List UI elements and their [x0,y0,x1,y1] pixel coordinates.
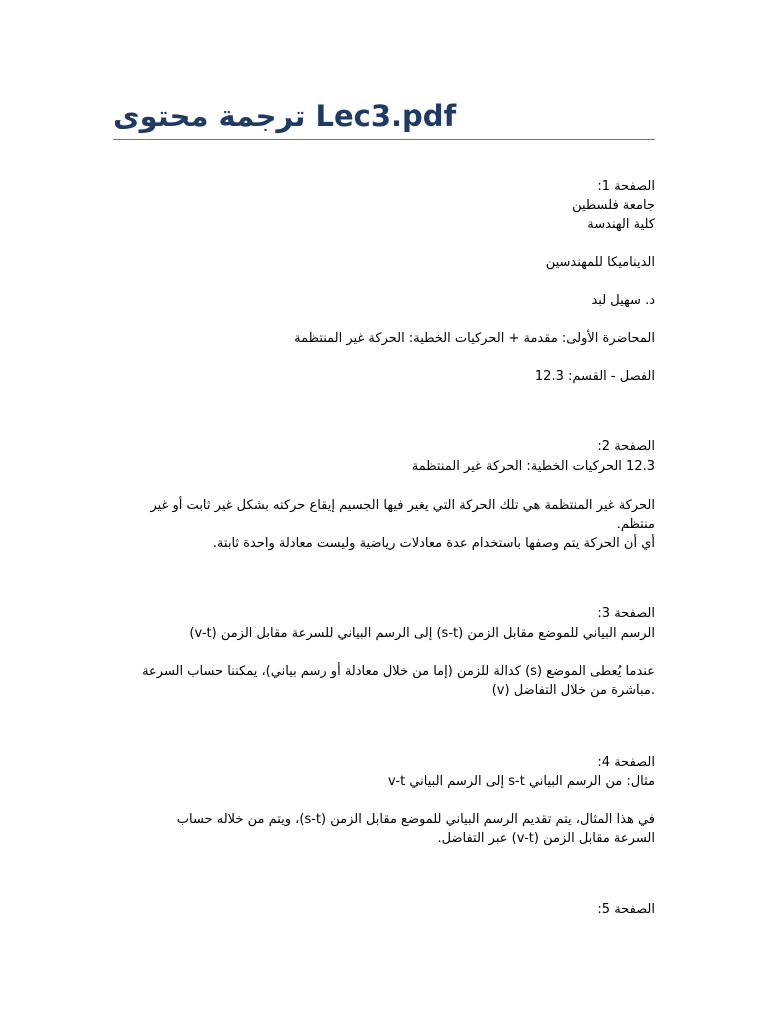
text-line: أي أن الحركة يتم وصفها باستخدام عدة معادلات رياضية وليست معادلة واحدة ثابتة. [212,536,655,551]
text-line: الفصل - القسم: 12.3 [534,369,655,384]
text-line: الحركة غير المنتظمة هي تلك الحركة التي يغير فيها الجسيم إيقاع حركته بشكل غير ثابت أو غير [150,498,655,513]
page-heading: الصفحة 1: [597,179,655,194]
page-heading: الصفحة 3: [597,606,655,621]
page-heading: الصفحة 4: [597,755,655,770]
text-line: الرسم البياني للموضع مقابل الزمن (s-t) إلى الرسم البياني للسرعة مقابل الزمن (v-t) [189,626,655,641]
text-line: في هذا المثال، يتم تقديم الرسم البياني للموضع مقابل الزمن (s-t)، ويتم من خلاله حساب [176,812,655,827]
text-line: جامعة فلسطين [572,198,655,213]
document-title: ترجمة محتوى Lec3.pdf [113,99,457,133]
title-underline [113,139,655,140]
text-line: (v) مباشرة من خلال التفاضل. [491,683,655,698]
text-line: السرعة مقابل الزمن (v-t) عبر التفاضل. [437,831,655,846]
text-line: عندما يُعطى الموضع (s) كدالة للزمن (إما من خلال معادلة أو رسم بياني)، يمكننا حساب السرعة [142,664,655,679]
page-heading: الصفحة 5: [597,902,655,917]
text-line: كلية الهندسة [587,217,655,232]
text-line: الديناميكا للمهندسين [545,255,655,270]
text-line: المحاضرة الأولى: مقدمة + الحركيات الخطية: الحركة غير المنتظمة [294,331,655,346]
text-line: مثال: من الرسم البياني s-t إلى الرسم البياني v-t [388,774,655,789]
page-heading: الصفحة 2: [597,439,655,454]
text-line: 12.3 الحركيات الخطية: الحركة غير المنتظمة [411,459,655,474]
text-line: منتظم. [616,517,655,532]
text-line: د. سهيل لبد [591,293,655,308]
